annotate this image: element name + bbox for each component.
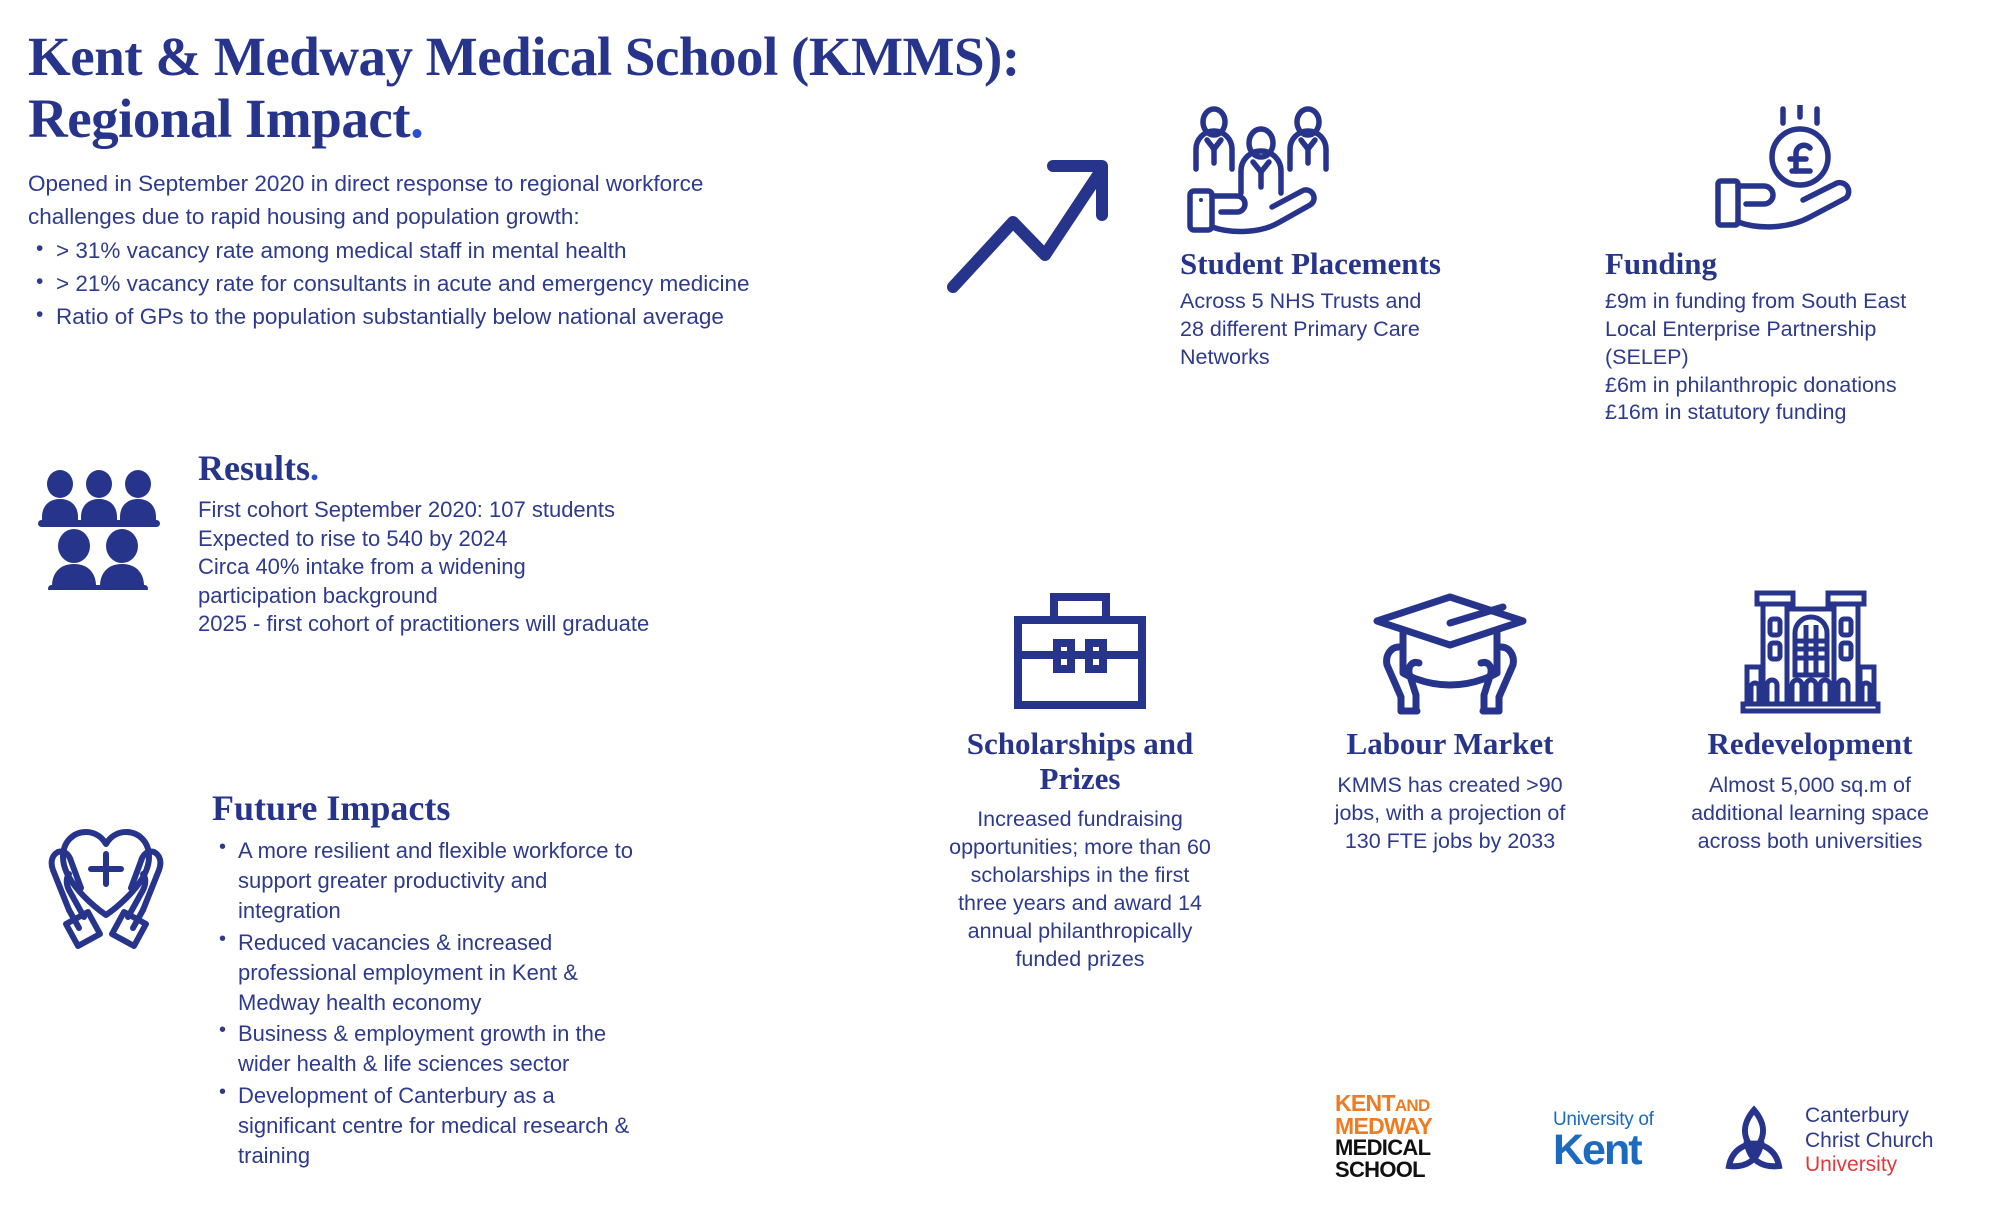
card-heading: Redevelopment [1707, 726, 1913, 761]
upward-trend-arrow-icon [945, 150, 1115, 295]
card-body-line: £6m in philanthropic donations [1605, 372, 1897, 397]
hand-holding-pound-coin-icon [1605, 105, 1975, 235]
ccc-trefoil-icon [1715, 1102, 1793, 1180]
card-labour-market [1290, 585, 1610, 856]
card-body [1180, 288, 1490, 372]
section-future-impacts [36, 790, 856, 1173]
card-heading: Labour Market [1346, 726, 1554, 761]
card-body-line: (SELEP) [1605, 344, 1689, 369]
kent-logo-university-of: University of [1553, 1109, 1654, 1130]
ccc-logo-line1: Canterbury [1805, 1104, 1909, 1128]
card-heading [885, 727, 1275, 796]
card-body-line: Local Enterprise Partnership [1605, 316, 1877, 341]
future-impacts-bullet-list [212, 836, 652, 1171]
university-of-kent-logo [1553, 1109, 1654, 1174]
card-body-line: £16m in statutory funding [1605, 400, 1847, 425]
list-item: • Development of Canterbury as a significant centre for medical research & training [212, 1081, 652, 1171]
card-body-line: £9m in funding from South East [1605, 288, 1907, 313]
card-heading-line2: Prizes [1039, 760, 1121, 796]
card-body-line: three years and award 14 [958, 891, 1202, 916]
title-accent-dot: . [410, 87, 424, 149]
list-item: • > 21% vacancy rate for consultants in acute and emergency medicine [28, 268, 728, 300]
kmms-logo-line3: MEDICAL [1335, 1135, 1431, 1161]
kmms-logo-line2: MEDWAY [1335, 1112, 1433, 1139]
results-line: 2025 - first cohort of practitioners will graduate [198, 611, 650, 637]
card-redevelopment [1640, 585, 1980, 856]
card-body-line: additional learning space [1691, 800, 1929, 825]
page-title-line1: Kent & Medway Medical School (KMMS): [28, 26, 1020, 87]
intro-bullet-list [28, 235, 750, 333]
card-body [1605, 288, 1975, 428]
canterbury-christ-church-university-logo [1715, 1102, 1933, 1180]
ccc-logo-line2: Christ Church [1805, 1128, 1934, 1152]
ccc-logo-line3: University [1805, 1153, 1898, 1177]
card-funding [1605, 105, 1975, 427]
heading-accent-dot: . [310, 448, 320, 488]
card-body-line: 130 FTE jobs by 2033 [1344, 828, 1556, 853]
card-body-line: annual philanthropically [967, 919, 1193, 944]
section-results [36, 450, 856, 639]
header [28, 26, 1328, 334]
card-heading: Student Placements [1180, 246, 1441, 281]
briefcase-icon [885, 585, 1275, 715]
hand-holding-people-icon [1180, 105, 1490, 235]
results-lines [198, 496, 649, 639]
kmms-logo-line1 [1335, 1092, 1465, 1115]
card-body [1640, 772, 1980, 856]
list-item: • > 31% vacancy rate among medical staff in mental health [28, 235, 728, 267]
page-title [28, 26, 1328, 149]
card-body [1290, 772, 1610, 856]
results-line: Circa 40% intake from a widening participation background [198, 554, 526, 608]
group-of-people-icon [36, 450, 162, 590]
card-body [885, 806, 1275, 974]
kmms-logo-line4: SCHOOL [1335, 1156, 1425, 1182]
card-body-line: opportunities; more than 60 [949, 835, 1211, 860]
results-body [198, 450, 649, 639]
logo-row [1335, 1092, 1995, 1204]
list-item: • Ratio of GPs to the population substantially below national average [28, 301, 728, 333]
heading-text: Results [198, 448, 311, 488]
card-student-placements [1180, 105, 1490, 372]
card-body-line: Increased fundraising [977, 807, 1183, 832]
list-item: • Reduced vacancies & increased professional employment in Kent & Medway health economy [212, 928, 652, 1018]
kent-logo-kent: Kent [1553, 1126, 1641, 1174]
card-body-line: across both universities [1697, 828, 1923, 853]
card-body-line: KMMS has created >90 [1337, 772, 1563, 797]
section-heading-future-impacts: Future Impacts [212, 788, 451, 828]
kent-and-medway-medical-school-logo [1335, 1092, 1465, 1180]
card-body-line: jobs, with a projection of [1334, 800, 1566, 825]
card-heading-line1: Scholarships and [966, 726, 1194, 761]
results-line: First cohort September 2020: 107 students [198, 497, 616, 522]
card-body-line: Networks [1180, 344, 1270, 369]
kmms-logo-kent: KENT [1335, 1090, 1395, 1116]
card-body-line: scholarships in the first [970, 863, 1190, 888]
results-line: Expected to rise to 540 by 2024 [198, 525, 508, 551]
list-item: • Business & employment growth in the wider health & life sciences sector [212, 1019, 652, 1079]
list-item: • A more resilient and flexible workforce to support greater productivity and integration [212, 836, 652, 926]
card-body-line: 28 different Primary Care [1180, 316, 1420, 341]
hands-holding-heart-icon [36, 790, 176, 957]
hands-holding-graduation-cap-icon [1290, 585, 1610, 715]
future-impacts-body [212, 790, 652, 1173]
kmms-logo-and: AND [1394, 1096, 1430, 1115]
card-body-line: funded prizes [1015, 947, 1145, 972]
card-heading: Funding [1605, 246, 1718, 281]
card-body-line: Almost 5,000 sq.m of [1709, 772, 1911, 797]
intro-paragraph: Opened in September 2020 in direct response to regional workforce challenges due to rapid housing and population growth: [28, 171, 704, 230]
section-heading-results [198, 450, 649, 486]
university-building-icon [1640, 585, 1980, 715]
card-scholarships-and-prizes [885, 585, 1275, 974]
card-body-line: Across 5 NHS Trusts and [1180, 288, 1422, 313]
ccc-logo-text [1805, 1104, 1933, 1177]
page-title-line2: Regional Impact [28, 87, 411, 149]
